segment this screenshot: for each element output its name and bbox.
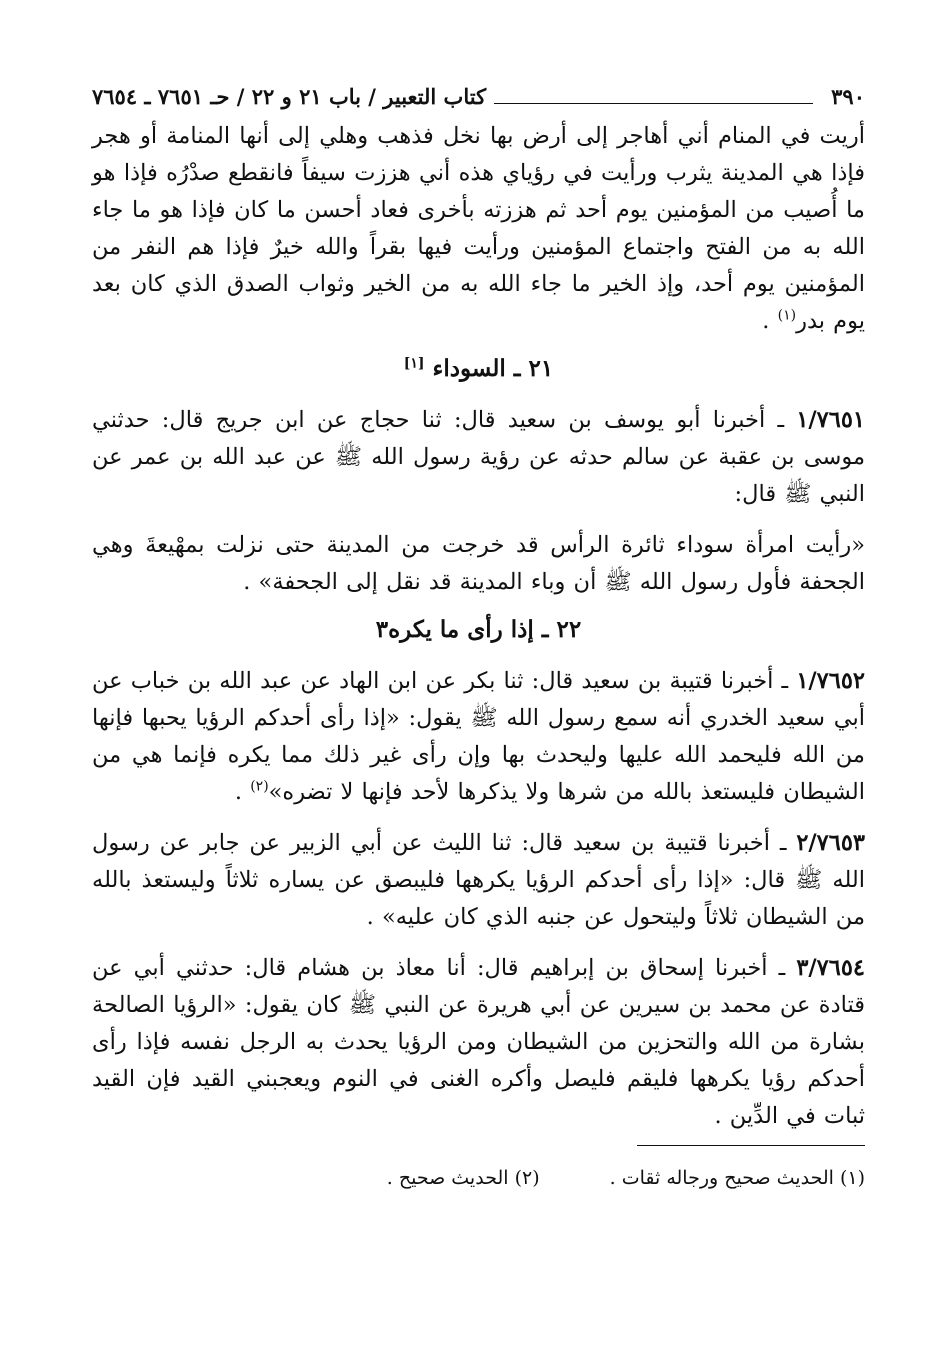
footnote-rule — [637, 1145, 865, 1146]
section-title: ٢١ ـ السوداء — [432, 355, 554, 382]
intro-paragraph — [92, 118, 865, 340]
section-note: [١] — [403, 355, 425, 372]
page-number: ٣٩٠ — [831, 84, 865, 109]
hadith-end: . — [234, 779, 251, 805]
hadith-number: ١/٧٦٥٢ — [796, 668, 865, 694]
section-heading — [92, 352, 865, 386]
hadith-paragraph — [92, 825, 865, 936]
header-rule — [494, 103, 813, 104]
hadith-text: ـ أخبرنا قتيبة بن سعيد قال: ثنا الليث عن أبي الزبير عن جابر عن رسول الله ﷺ قال: «إذا رأى أحدكم الرؤيا يكرهها فليبصق عن يساره ثلاثاً وليستعذ بالله من الشيطان ثلاثاً وليتحول عن جنبه الذي كان عليه» . — [92, 830, 866, 930]
section-title: ٢٢ ـ إذا رأى ما يكره٣ — [375, 616, 582, 643]
spacer — [92, 936, 865, 950]
hadith-paragraph — [92, 950, 865, 1135]
hadith-number: ٢/٧٦٥٣ — [796, 830, 865, 856]
hadith-text: ـ أخبرنا أبو يوسف بن سعيد قال: ثنا حجاج عن ابن جريج قال: حدثني موسى بن عقبة عن سالم حدثه عن رؤية رسول الله ﷺ عن عبد الله بن عمر عن النبي ﷺ قال: — [92, 407, 865, 507]
intro-text: أريت في المنام أني أهاجر إلى أرض بها نخل فذهب وهلي إلى أنها المنامة أو هجر فإذا هي المدينة يثرب ورأيت في رؤياي هذه أني هززت سيفاً فانقطع صدْرُه فإذا هو ما أُصيب من المؤمنين يوم أحد ثم هززته بأخرى فعاد أحسن ما كان فإذا هو ما جاء الله به من الفتح واجتماع المؤمنين ورأيت فيها بقراً والله خيرٌ فإذا هم النفر من المؤمنين يوم أحد، وإذ الخير ما جاء الله به من الخير وثواب الصدق الذي كان بعد يوم بدر — [92, 123, 865, 334]
hadith-number: ٣/٧٦٥٤ — [796, 955, 865, 981]
hadith-text: ـ أخبرنا قتيبة بن سعيد قال: ثنا بكر عن ابن الهاد عن عبد الله بن خباب عن أبي سعيد الخدري أنه سمع رسول الله ﷺ يقول: «إذا رأى أحدكم الرؤيا يحبها فإنها من الله فليحمد الله عليها وليحدث بها وإن رأى غير ذلك مما يكره فإنما هي من الشيطان فليستعذ بالله من شرها ولا يذكرها لأحد فإنها لا تضره» — [92, 668, 865, 805]
footnote: (٢) الحديث صحيح . — [386, 1167, 540, 1189]
spacer — [92, 811, 865, 825]
spacer — [92, 513, 865, 527]
footnote: (١) الحديث صحيح ورجاله ثقات . — [609, 1167, 865, 1189]
hadith-quote — [92, 527, 865, 601]
hadith-number: ١/٧٦٥١ — [796, 407, 865, 433]
footnote-mark: (١) — [777, 307, 797, 324]
running-title: كتاب التعبير / باب ٢١ و ٢٢ / حـ ٧٦٥١ ـ ٧٦٥٤ — [92, 84, 487, 109]
hadith-paragraph — [92, 402, 865, 513]
page-header — [92, 84, 865, 118]
hadith-paragraph — [92, 663, 865, 811]
footnotes — [92, 1164, 865, 1192]
section-heading — [92, 613, 865, 647]
footnote-mark: (٢) — [250, 778, 269, 795]
intro-end: . — [762, 308, 778, 334]
hadith-text: ـ أخبرنا إسحاق بن إبراهيم قال: أنا معاذ بن هشام قال: حدثني أبي عن قتادة عن محمد بن سيرين عن أبي هريرة عن النبي ﷺ كان يقول: «الرؤيا الصالحة بشارة من الله والتحزين من الشيطان ومن الرؤيا يحدث به الرجل نفسه فإذا رأى أحدكم رؤيا يكرهها فليقم فليصل وأكره الغنى في النوم ويعجبني القيد فإن القيد ثبات في الدِّين . — [92, 955, 865, 1129]
hadith-text: «رأيت امرأة سوداء ثائرة الرأس قد خرجت من المدينة حتى نزلت بمهْيعةَ وهي الجحفة فأول رسول الله ﷺ أن وباء المدينة قد نقل إلى الجحفة» . — [92, 532, 865, 595]
